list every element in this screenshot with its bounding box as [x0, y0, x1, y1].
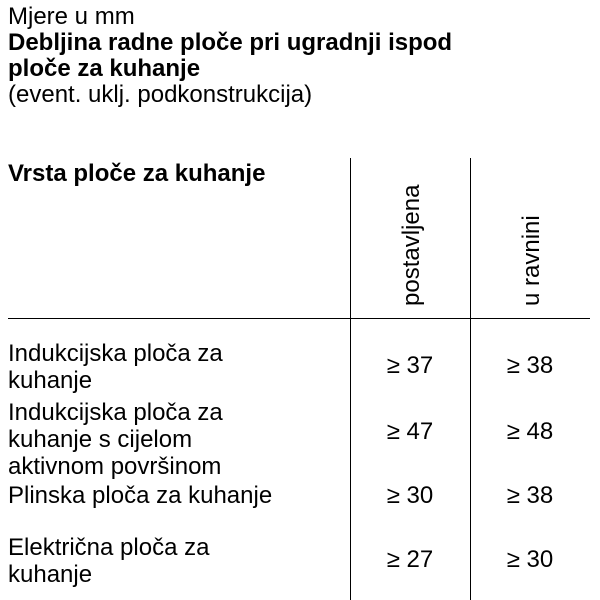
row-label-gas	[8, 482, 338, 509]
heading-line-1: Debljina radne ploče pri ugradnji ispod	[8, 29, 453, 56]
table-cell: ≥ 47	[386, 418, 434, 445]
row-label-line: kuhanje s cijelom	[8, 426, 193, 453]
table-cell: ≥ 48	[506, 418, 554, 445]
table-cell: ≥ 38	[506, 352, 554, 379]
document-header	[8, 4, 592, 108]
table-cell: ≥ 30	[506, 546, 554, 573]
row-label-line: aktivnom površinom	[8, 453, 222, 480]
units-note: Mjere u mm	[8, 3, 135, 30]
table-cell: ≥ 27	[386, 546, 434, 573]
column-title-hob-type: Vrsta ploče za kuhanje	[8, 160, 266, 187]
column-divider-2	[470, 158, 471, 600]
column-header-postavljena: postavljena	[398, 184, 425, 306]
row-label-line: Indukcijska ploča za	[8, 399, 223, 426]
row-label-electric	[8, 534, 338, 588]
table-cell: ≥ 30	[386, 482, 434, 509]
heading-line-2: ploče za kuhanje	[8, 55, 201, 82]
row-label-line: kuhanje	[8, 561, 93, 588]
column-divider-1	[350, 158, 351, 600]
header-divider	[8, 318, 590, 319]
heading-note: (event. uklj. podkonstrukcija)	[8, 81, 313, 108]
row-label-line: Električna ploča za	[8, 534, 210, 561]
row-label-line: Plinska ploča za kuhanje	[8, 482, 273, 509]
row-label-induction	[8, 340, 338, 394]
table-cell: ≥ 38	[506, 482, 554, 509]
column-header-u-ravnini: u ravnini	[518, 215, 545, 306]
row-label-induction-full-surface	[8, 399, 338, 480]
row-label-line: Indukcijska ploča za	[8, 340, 223, 367]
row-label-line: kuhanje	[8, 367, 93, 394]
table-cell: ≥ 37	[386, 352, 434, 379]
